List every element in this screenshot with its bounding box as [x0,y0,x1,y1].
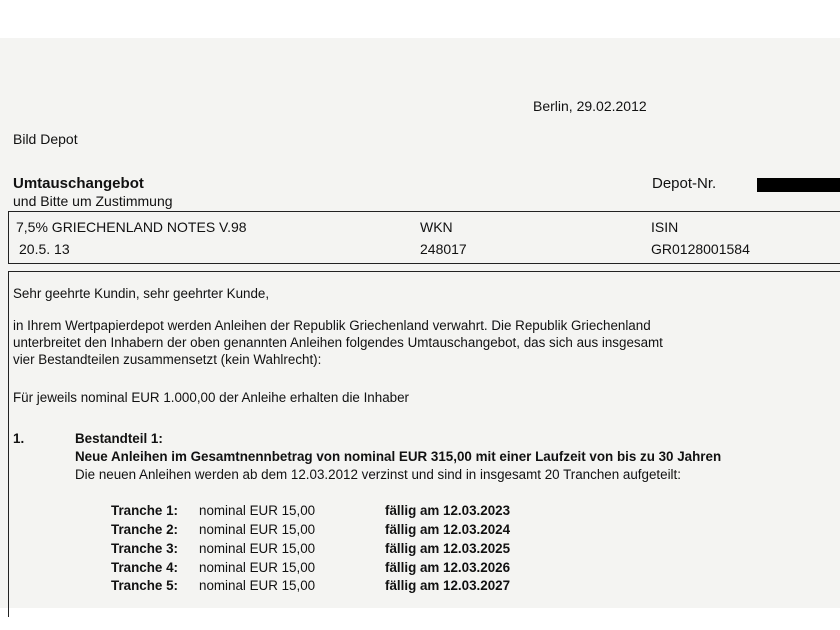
paragraph-line: in Ihrem Wertpapierdepot werden Anleihen der Republik Griechenland verwahrt. Die Republik Griechenland [13,318,651,333]
tranche-amount: nominal EUR 15,00 [199,560,316,575]
tranche-label: Tranche 1: [111,503,178,518]
tranche-label: Tranche 2: [111,522,178,537]
offer-title: Umtauschangebot [13,175,144,192]
item-heading: Bestandteil 1: [75,431,163,446]
item-bold-line: Neue Anleihen im Gesamtnennbetrag von nominal EUR 315,00 mit einer Laufzeit von bis zu 30 Jahren [75,449,722,464]
paragraph-line: unterbreitet den Inhabern der oben genannten Anleihen folgendes Umtauschangebot, das sich aus insgesamt [13,335,663,350]
paragraph-line: vier Bestandteilen zusammensetzt (kein Wahlrecht): [13,352,322,367]
tranche-label: Tranche 3: [111,541,178,556]
depot-number-label: Depot-Nr. [652,175,717,192]
tranche-due: fällig am 12.03.2025 [385,541,511,556]
tranche-amount: nominal EUR 15,00 [199,541,316,556]
wkn-label: WKN [420,219,453,235]
offer-subtitle: und Bitte um Zustimmung [13,193,173,209]
greeting: Sehr geehrte Kundin, sehr geehrter Kunde, [13,286,270,301]
tranche-due: fällig am 12.03.2024 [385,522,511,537]
isin-value: GR0128001584 [651,241,750,257]
wkn-value: 248017 [420,241,467,257]
tranche-due: fällig am 12.03.2027 [385,578,511,593]
top-margin [0,0,840,38]
paragraph-nominal: Für jeweils nominal EUR 1.000,00 der Anleihe erhalten die Inhaber [13,390,410,405]
tranche-due: fällig am 12.03.2026 [385,560,511,575]
isin-label: ISIN [651,219,679,235]
place-date: Berlin, 29.02.2012 [533,98,647,114]
item-number: 1. [13,431,25,446]
security-sub: 20.5. 13 [19,241,70,257]
security-name: 7,5% GRIECHENLAND NOTES V.98 [16,219,247,235]
redacted-depot-number [757,178,840,192]
tranche-label: Tranche 4: [111,560,178,575]
tranche-amount: nominal EUR 15,00 [199,522,316,537]
item-line: Die neuen Anleihen werden ab dem 12.03.2012 verzinst und sind in insgesamt 20 Tranchen aufgeteilt: [75,467,681,482]
tranche-due: fällig am 12.03.2023 [385,503,511,518]
tranche-amount: nominal EUR 15,00 [199,578,316,593]
tranche-label: Tranche 5: [111,578,178,593]
tranche-amount: nominal EUR 15,00 [199,503,316,518]
bank-name: Bild Depot [13,131,78,147]
